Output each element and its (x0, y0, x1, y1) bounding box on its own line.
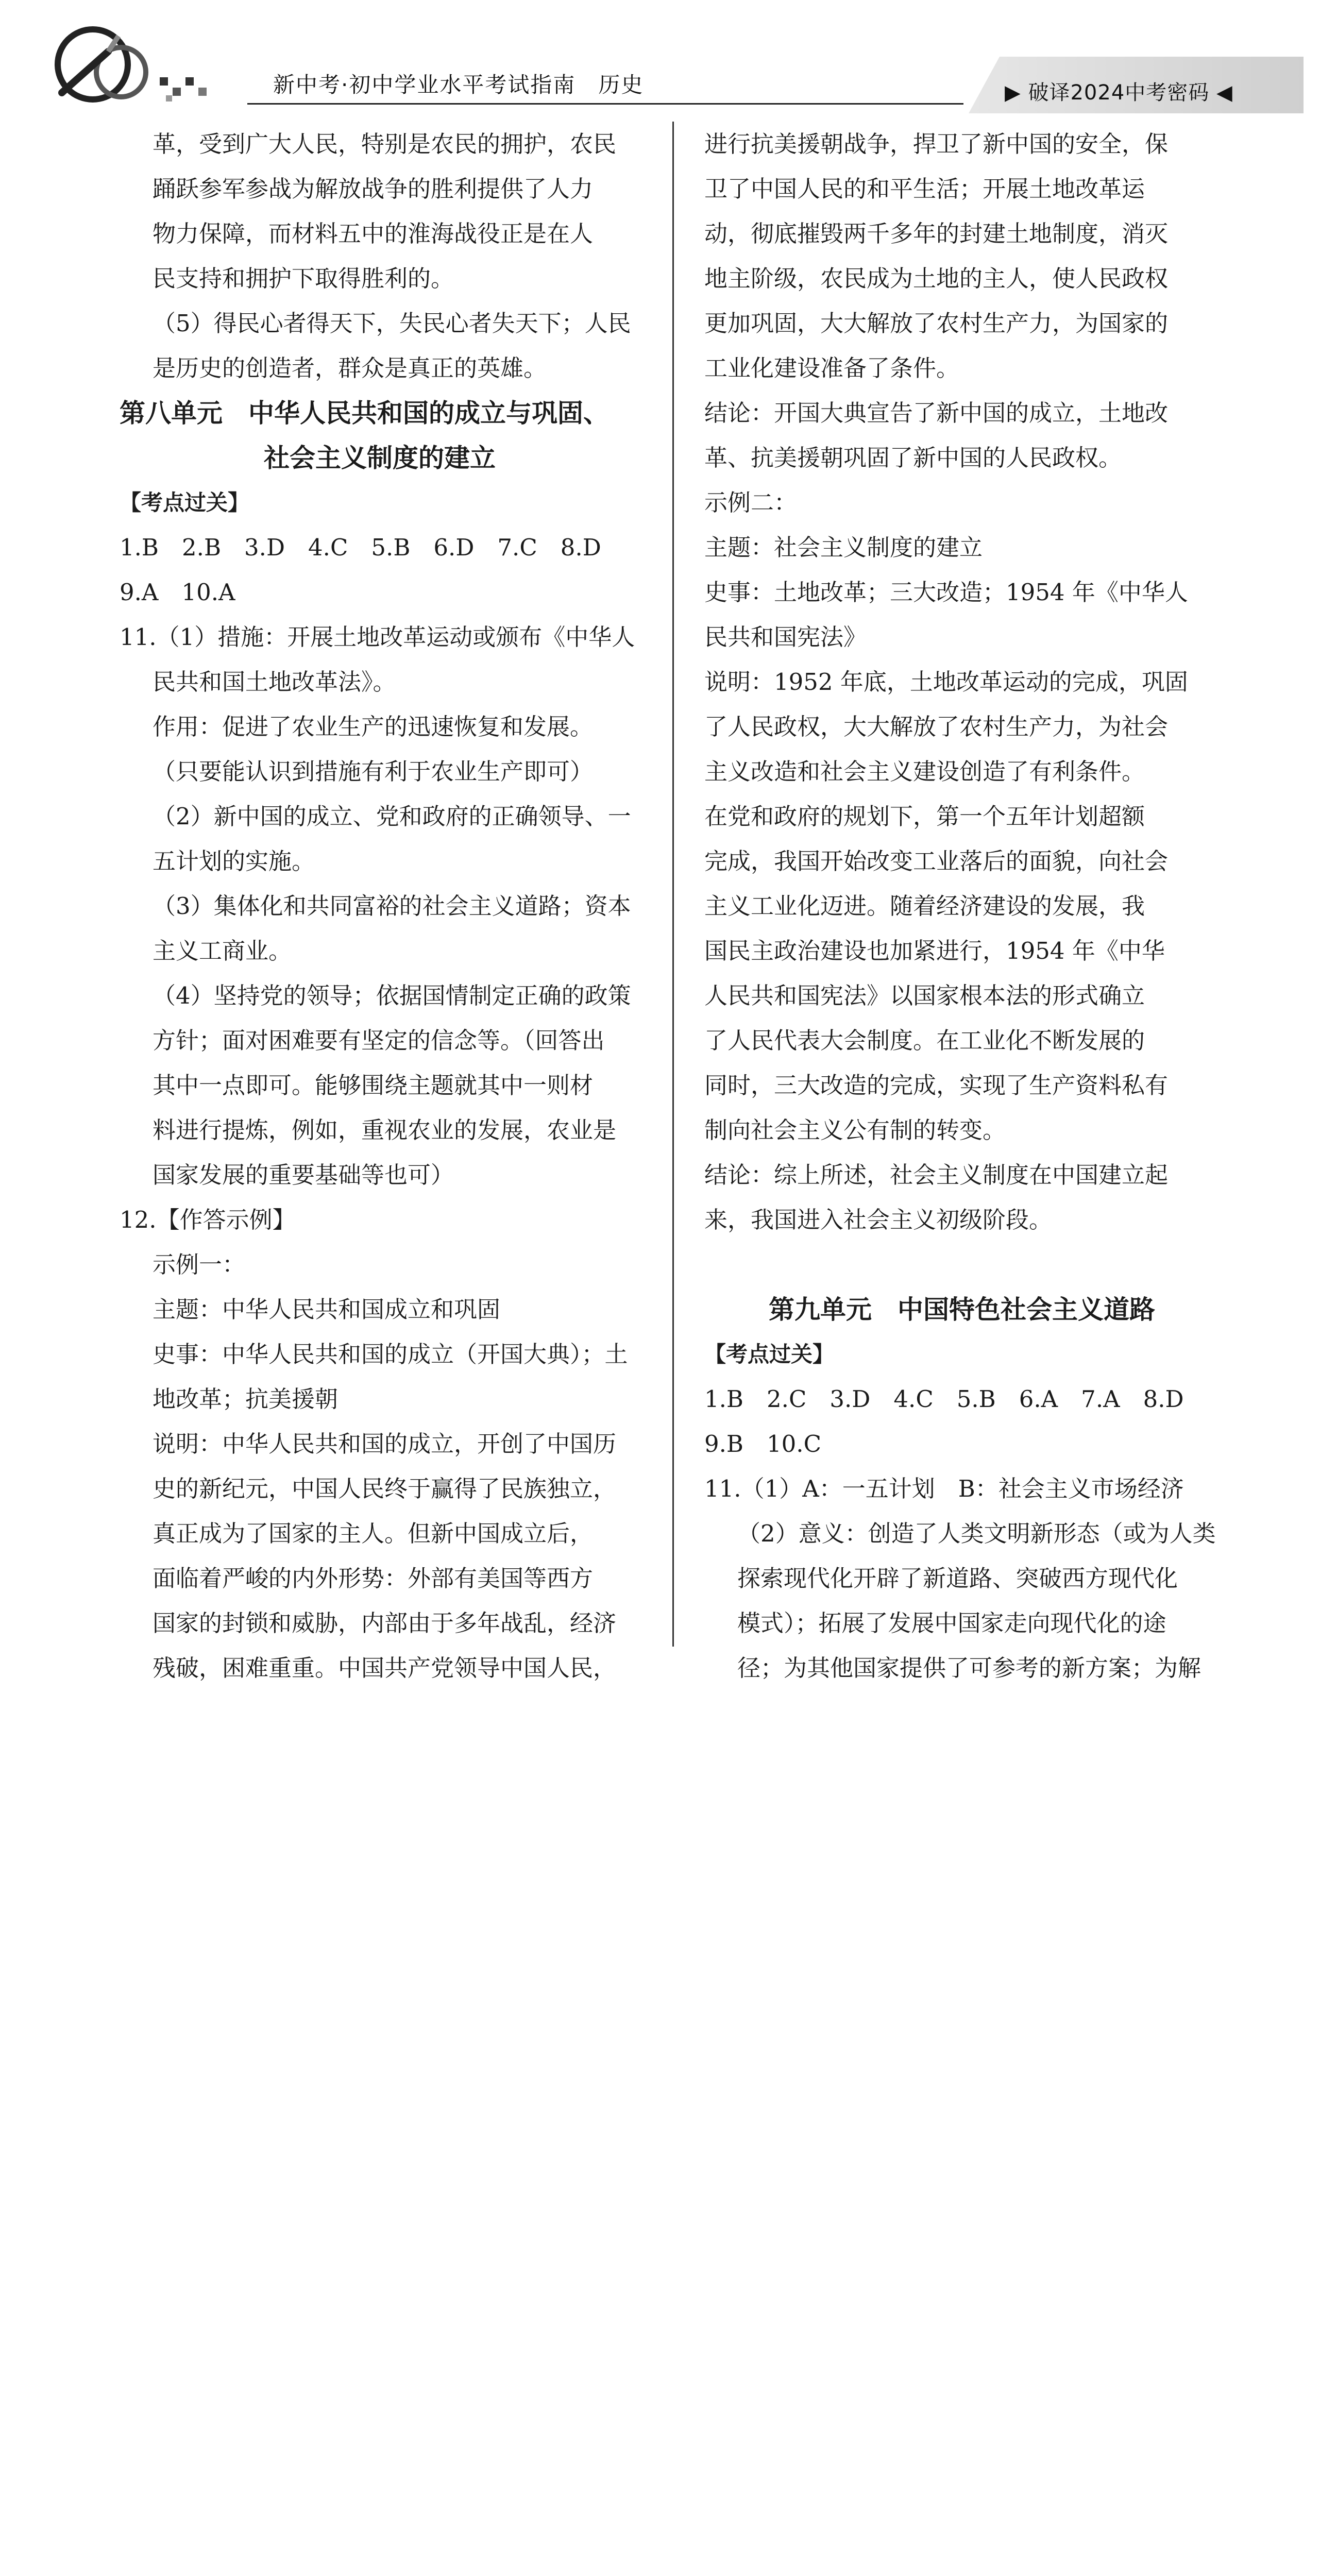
text-line: 其中一点即可。能够围绕主题就其中一则材 (153, 1072, 594, 1099)
text-line: 民共和国土地改革法》。 (153, 668, 396, 696)
text-line: 史事：土地改革；三大改造；1954 年《中华人 (704, 579, 1188, 606)
text-line: 探索现代化开辟了新道路、突破西方现代化 (737, 1565, 1178, 1592)
text-line: 示例一： (153, 1251, 246, 1278)
text-line: 动，彻底摧毁两千多年的封建土地制度，消灭 (704, 220, 1169, 247)
text-line: 史事：中华人民共和国的成立（开国大典）；土 (153, 1341, 628, 1368)
text-line: 国家的封锁和威胁，内部由于多年战乱，经济 (153, 1609, 617, 1637)
text-line: 作用：促进了农业生产的迅速恢复和发展。 (153, 713, 594, 740)
text-line (704, 1242, 1220, 1287)
text-line: 11.（1）措施：开展土地改革运动或颁布《中华人 (120, 623, 635, 651)
text-line: 12.【作答示例】 (120, 1206, 296, 1233)
text-line: 民支持和拥护下取得胜利的。 (153, 265, 454, 292)
text-line: 卫了中国人民的和平生活；开展土地改革运 (704, 175, 1145, 202)
text-line: 主义工业化迈进。随着经济建设的发展，我 (704, 892, 1145, 920)
text-line: 主义改造和社会主义建设创造了有利条件。 (704, 758, 1145, 785)
text-line: （2）新中国的成立、党和政府的正确领导、一 (153, 803, 631, 830)
text-line: （4）坚持党的领导；依据国情制定正确的政策 (153, 982, 631, 1009)
text-line: 地改革；抗美援朝 (153, 1385, 339, 1413)
left-column (120, 122, 640, 1690)
text-line: （5）得民心者得天下，失民心者失天下；人民 (153, 310, 631, 337)
right-column (704, 122, 1220, 1690)
text-line: 径；为其他国家提供了可参考的新方案；为解 (737, 1654, 1201, 1682)
header-title: 新中考·初中学业水平考试指南 历史 (273, 72, 644, 97)
text-line: 残破，困难重重。中国共产党领导中国人民， (153, 1654, 617, 1682)
text-line: 进行抗美援朝战争，捍卫了新中国的安全，保 (704, 130, 1169, 158)
text-line: 踊跃参军参战为解放战争的胜利提供了人力 (153, 175, 594, 202)
text-line: 在党和政府的规划下，第一个五年计划超额 (704, 803, 1145, 830)
text-line: 9.A 10.A (120, 579, 235, 606)
column-divider (672, 122, 674, 1647)
text-line: 来，我国进入社会主义初级阶段。 (704, 1206, 1053, 1233)
page-footer (0, 1705, 1320, 1747)
text-line: 真正成为了国家的主人。但新中国成立后， (153, 1520, 594, 1547)
text-line: 同时，三大改造的完成，实现了生产资料私有 (704, 1072, 1169, 1099)
text-line: 革、抗美援朝巩固了新中国的人民政权。 (704, 444, 1122, 471)
text-line: 五计划的实施。 (153, 848, 315, 875)
text-line: 示例二： (704, 489, 798, 516)
text-line: 是历史的创造者，群众是真正的英雄。 (153, 354, 547, 382)
unit-title: 社会主义制度的建立 (264, 443, 496, 473)
unit-title: 第八单元 中华人民共和国的成立与巩固、 (120, 398, 609, 428)
text-line: 主题：中华人民共和国成立和巩固 (153, 1296, 501, 1323)
section-tag: 【考点过关】 (120, 490, 250, 515)
text-line: （3）集体化和共同富裕的社会主义道路；资本 (153, 892, 631, 920)
text-line: 料进行提炼，例如，重视农业的发展，农业是 (153, 1116, 617, 1144)
text-line: （2）意义：创造了人类文明新形态（或为人类 (737, 1520, 1216, 1547)
text-line: 结论：开国大典宣告了新中国的成立，土地改 (704, 399, 1169, 427)
page-header (0, 0, 1320, 113)
section-tag: 【考点过关】 (704, 1342, 835, 1367)
text-line: 国民主政治建设也加紧进行，1954 年《中华 (704, 937, 1165, 964)
text-line: 说明：1952 年底，土地改革运动的完成，巩固 (704, 668, 1188, 696)
text-line: 史的新纪元，中国人民终于赢得了民族独立， (153, 1475, 617, 1502)
unit-title: 第九单元 中国特色社会主义道路 (769, 1294, 1155, 1325)
text-line: 面临着严峻的内外形势：外部有美国等西方 (153, 1565, 594, 1592)
text-line: 了人民代表大会制度。在工业化不断发展的 (704, 1027, 1145, 1054)
logo-icon (31, 15, 216, 108)
text-line: 1.B 2.C 3.D 4.C 5.B 6.A 7.A 8.D (704, 1385, 1184, 1413)
text-line: 人民共和国宪法》以国家根本法的形式确立 (704, 982, 1145, 1009)
text-line: 工业化建设准备了条件。 (704, 354, 960, 382)
text-line: 物力保障，而材料五中的淮海战役正是在人 (153, 220, 594, 247)
text-line: 11.（1）A：一五计划 B：社会主义市场经济 (704, 1475, 1184, 1502)
text-line: 方针；面对困难要有坚定的信念等。（回答出 (153, 1027, 605, 1054)
text-line: 地主阶级，农民成为土地的主人，使人民政权 (704, 265, 1169, 292)
text-line: 结论：综上所述，社会主义制度在中国建立起 (704, 1161, 1169, 1189)
text-line: 主题：社会主义制度的建立 (704, 534, 983, 561)
text-line: 制向社会主义公有制的转变。 (704, 1116, 1006, 1144)
text-line: 革，受到广大人民，特别是农民的拥护，农民 (153, 130, 617, 158)
text-line: 1.B 2.B 3.D 4.C 5.B 6.D 7.C 8.D (120, 534, 601, 561)
text-line: 模式）；拓展了发展中国家走向现代化的途 (737, 1609, 1166, 1637)
text-line: 主义工商业。 (153, 937, 292, 964)
header-tab-text: ▶ 破译2024中考密码 ◀ (1005, 81, 1233, 105)
text-line: 了人民政权，大大解放了农村生产力，为社会 (704, 713, 1169, 740)
text-line: 说明：中华人民共和国的成立，开创了中国历 (153, 1430, 617, 1458)
text-line: 更加巩固，大大解放了农村生产力，为国家的 (704, 310, 1169, 337)
text-line: 9.B 10.C (704, 1430, 821, 1458)
text-line: 民共和国宪法》 (704, 623, 867, 651)
text-line: （只要能认识到措施有利于农业生产即可） (153, 758, 594, 785)
text-line: 国家发展的重要基础等也可） (153, 1161, 454, 1189)
header-rule (247, 103, 963, 105)
text-line: 完成，我国开始改变工业落后的面貌，向社会 (704, 848, 1169, 875)
